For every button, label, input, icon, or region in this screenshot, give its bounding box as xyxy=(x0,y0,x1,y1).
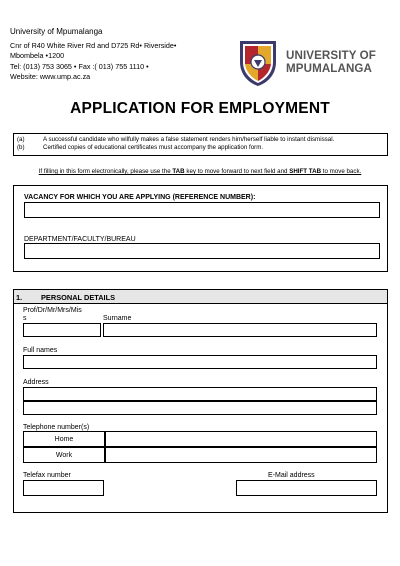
email-label: E-Mail address xyxy=(268,472,315,479)
telephone-label: Telephone number(s) xyxy=(23,424,90,431)
tab-instruction-middle: key to move forward to next field and xyxy=(184,168,290,175)
university-crest-icon xyxy=(236,38,280,88)
note-marker: (a) xyxy=(17,136,25,143)
wordmark-line-1: UNIVERSITY OF xyxy=(286,49,376,62)
notes-box xyxy=(13,133,388,156)
home-label: Home xyxy=(54,436,74,443)
address-label: Address xyxy=(23,379,49,386)
address-line-1: Cnr of R40 White River Rd and D725 Rd• Riverside• xyxy=(10,41,177,50)
department-label: DEPARTMENT/FACULTY/BUREAU xyxy=(24,236,136,243)
surname-input[interactable] xyxy=(103,323,377,337)
home-phone-input[interactable] xyxy=(105,431,377,447)
vacancy-label: VACANCY FOR WHICH YOU ARE APPLYING (REFERENCE NUMBER): xyxy=(24,194,256,201)
telefax-label: Telefax number xyxy=(23,472,71,479)
logo-wordmark xyxy=(286,50,376,75)
telefax-input[interactable] xyxy=(23,480,104,496)
email-input[interactable] xyxy=(236,480,377,496)
title-label xyxy=(23,307,82,323)
phone-fax-line: Tel: (013) 753 3065 • Fax :( 013) 755 1110 • xyxy=(10,61,149,71)
title-label-line-2: s xyxy=(23,315,27,322)
home-label-cell xyxy=(23,431,105,447)
work-label-cell xyxy=(23,447,105,463)
note-marker: (b) xyxy=(17,143,25,151)
page-title: APPLICATION FOR EMPLOYMENT xyxy=(70,100,330,117)
note-b xyxy=(17,144,384,152)
full-names-label: Full names xyxy=(23,347,58,354)
personal-details-section xyxy=(13,289,388,513)
address-line-2: Mbombela •1200 xyxy=(10,51,65,61)
title-label-line-1: Prof/Dr/Mr/Mrs/Mis xyxy=(23,307,82,314)
website-line: Website: www.ump.ac.za xyxy=(10,71,91,81)
note-text: A successful candidate who wilfully makes a false statement renders him/herself liable to instant dismissal. xyxy=(43,136,335,143)
address-input-line-2[interactable] xyxy=(23,401,377,415)
section-number: 1. xyxy=(16,293,23,302)
full-names-input[interactable] xyxy=(23,355,377,369)
institution-name: University of Mpumalanga xyxy=(10,27,103,36)
wordmark-line-2: MPUMALANGA xyxy=(286,61,373,75)
university-logo xyxy=(236,38,386,88)
tab-instruction xyxy=(0,168,400,175)
work-label: Work xyxy=(55,452,73,459)
section-title: PERSONAL DETAILS xyxy=(41,293,116,302)
department-input[interactable] xyxy=(24,243,380,259)
shift-tab-key-label: SHIFT TAB xyxy=(289,168,322,175)
tab-instruction-suffix: to move back. xyxy=(321,168,362,175)
institution-header xyxy=(10,26,176,82)
surname-label: Surname xyxy=(103,315,132,322)
vacancy-section xyxy=(13,185,388,272)
tab-key-label: TAB xyxy=(172,168,185,175)
work-phone-input[interactable] xyxy=(105,447,377,463)
section-header xyxy=(14,290,387,304)
address-input-line-1[interactable] xyxy=(23,387,377,401)
note-text: Certified copies of educational certificates must accompany the application form. xyxy=(43,143,264,151)
vacancy-reference-input[interactable] xyxy=(24,202,380,218)
note-a xyxy=(17,136,384,144)
title-input[interactable] xyxy=(23,323,101,337)
tab-instruction-prefix: If filling in this form electronically, please use the xyxy=(38,168,173,175)
